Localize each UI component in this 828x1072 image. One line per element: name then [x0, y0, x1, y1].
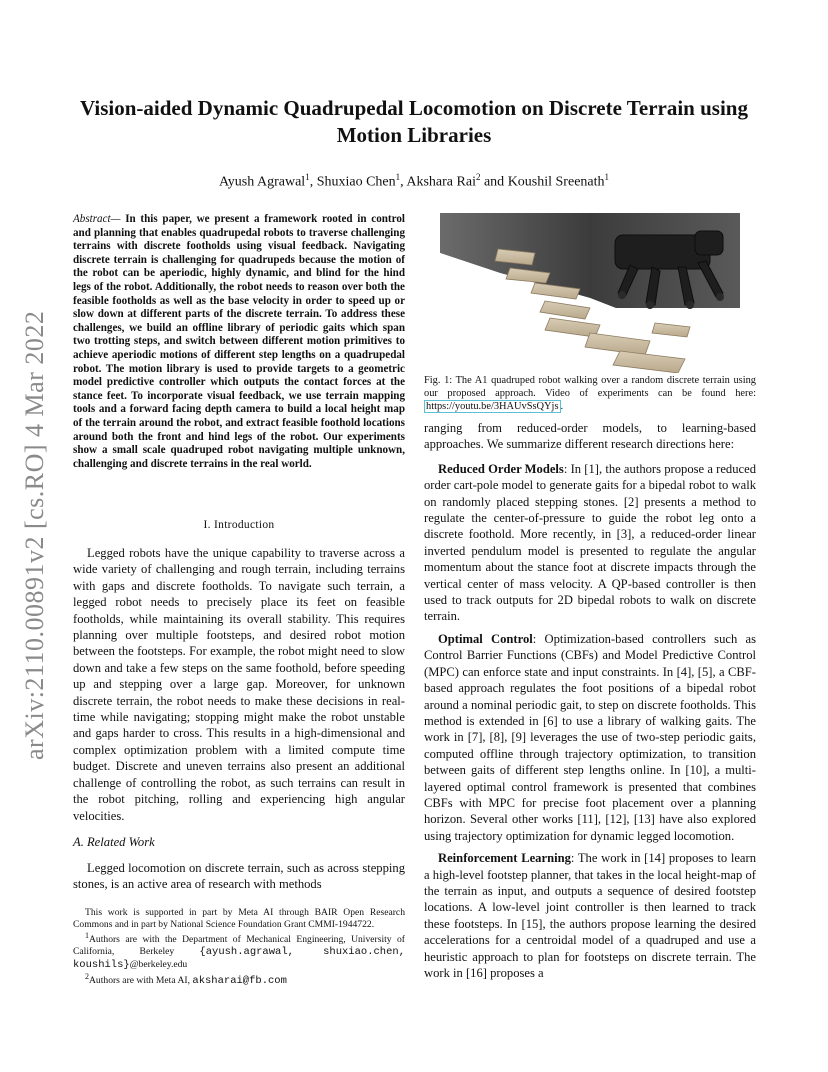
paragraph-optimal-control: Optimal Control: Optimization-based controllers such as Control Barrier Functions (CBFs) and Model Predictive Control (MPC) can enforce state and input constraints. In [4], [5], a CBF-based approach regulates the foot positions of a bipedal robot around a nominal periodic gait, to step on discrete footholds. This method is extended in [6] to use a library of walking gaits. The work in [7], [8], [9] leverages the use of two-step periodic gaits, computed offline through trajectory optimization, to transition between gaits of different step lengths online. In [10], a multi-layered optimal control framework is presented that combines CBFs with MPC for precise foot placement over a planning horizon. Several other works [11], [12], [13] have also explored using trajectory optimization for dynamic legged locomotion. [424, 631, 756, 843]
abstract-text: In this paper, we present a framework rooted in control and planning that enables quadrupedal robots to traverse challenging terrains with discrete footholds using visual feedback. Navigating discrete terrain is challenging for quadrupeds because the motion of the robot can be aperiodic, highly dynamic, and blind for the hind legs of the robot. Additionally, the robot needs to reason over both the feasible footholds as well as the base velocity in order to speed up or slow down at different parts of the discrete terrain. To address these challenges, we build an offline library of periodic gaits which span two trotting steps, and switch between different motion primitives to achieve aperiodic motions of different step lengths on a quadrupedal robot. The motion library is used to provide targets to a geometric model predictive controller which outputs the contact forces at the stance feet. To incorporate visual feedback, we use terrain mapping tools and a forward facing depth camera to build a local height map of the terrain around the robot, and extract feasible foothold locations around both the front and hind legs of the robot. Our experiments show a small scale quadruped robot navigating multiple unknown, challenging and discrete terrains in the real world. [73, 213, 405, 470]
video-link[interactable]: https://youtu.be/3HAUvSsQYjs [426, 401, 559, 412]
abstract [73, 213, 405, 471]
funding-footnote: This work is supported in part by Meta AI through BAIR Open Research Commons and in part by National Science Foundation Grant CMMI-1944722. [73, 907, 405, 930]
affiliation-footnote-2: $^2$Authors are with Meta AI, aksharai@fb.com [85, 972, 287, 988]
figure-caption-text: Fig. 1: The A1 quadruped robot walking over a random discrete terrain using our proposed approach. Video of experiments can be found here: [424, 375, 756, 399]
introduction-text: Legged robots have the unique capability to traverse across a wide variety of challenging and rough terrain, including terrains with gaps and discrete footholds. To navigate such terrain, a legged robot needs to precisely place its feet on feasible footholds, while maintaining its overall stability. This requires planning over multiple footsteps, and desired robot motion between the footsteps. For example, the robot might need to slow down and take a few steps on the same foothold, before speeding up and stepping over a large gap. Moreover, for unknown discrete terrain, the robot needs to make these decisions in real-time while navigating; stopping might make the robot unstable and gaps harder to cross. This results in a high-dimensional and complex optimization problem with a limited compute time budget. Discrete and uneven terrains also present an additional challenge of controlling the robot, as such terrains can result in the robot pitching, rolling and experiencing high angular velocities. [73, 546, 405, 823]
author-affiliation: 1 [395, 172, 401, 182]
author-name: Koushil Sreenath [507, 174, 605, 190]
related-work-text: Legged locomotion on discrete terrain, such as across stepping stones, is an active area of research with methods [73, 861, 405, 892]
author-name: Shuxiao Chen [316, 174, 396, 190]
author-emails: {ayush.agrawal, shuxiao.chen, koushils} [73, 945, 406, 971]
paragraph-heading: Optimal Control [438, 631, 533, 646]
figure-caption: Fig. 1: The A1 quadruped robot walking over a random discrete terrain using our proposed approach. Video of experiments can be found here: https://youtu.be/3HAUvSsQYjs . [424, 375, 756, 412]
paragraph-reinforcement-learning: Reinforcement Learning: The work in [14] proposes to learn a high-level footstep planner, that takes in the local height-map of the terrain as input, and outputs a sequence of desired footstep locations. A low-level joint controller is then learned to track these footsteps. In [15], the authors propose learning the desired accelerations for a centroidal model of a quadruped and use a heuristic approach to plan for footsteps on discrete terrain. The work in [16] proposes a [424, 851, 756, 980]
paragraph-reduced-order-models: Reduced Order Models: In [1], the authors propose a reduced order cart-pole model to generate gaits for a bipedal robot to walk on randomly placed stepping stones. [2] presents a method to regulate the center-of-pressure to guide the robot leg onto a discrete foothold. More recently, in [3], a reduced-order linear inverted pendulum model is presented to regulate the angular momentum about the stance foot at discrete impacts through the vertical center of mass velocity. A QP-based controller is then used to track outputs for 2D bipedal robots to walk on discrete terrain. [424, 461, 756, 624]
arxiv-identifier: arXiv:2110.00891v2 [cs.RO] 4 Mar 2022 [20, 310, 49, 760]
right-column [424, 420, 756, 987]
paragraph-heading: Reduced Order Models [438, 461, 564, 476]
quadruped-terrain-illustration [440, 213, 740, 373]
related-work-continuation: ranging from reduced-order models, to learning-based approaches. We summarize different research directions here: [424, 421, 756, 452]
meta-email: aksharai@fb.com [192, 975, 287, 988]
related-work-paragraph [73, 860, 405, 893]
author-name: Ayush Agrawal [218, 174, 306, 190]
robot-figure-image [440, 213, 740, 373]
author-affiliation: 1 [604, 172, 610, 182]
affiliation-footnote-1: $^1$Authors are with the Department of Mechanical Engineering, University of California, Berkeley {ayush.agrawal, shuxiao.chen, koushils}@berkeley.edu [73, 931, 406, 971]
section-heading-introduction: I. Introduction [203, 519, 275, 531]
introduction-paragraph [73, 545, 405, 824]
author-affiliation: 2 [475, 172, 481, 182]
abstract-lead: Abstract— [73, 213, 121, 225]
author-name: Akshara Rai [406, 174, 476, 190]
paragraph-heading: Reinforcement Learning [438, 851, 571, 866]
subsection-heading-related-work: A. Related Work [73, 835, 155, 849]
footnotes [73, 907, 405, 988]
paper-title: Vision-aided Dynamic Quadrupedal Locomotion on Discrete Terrain using Motion Libraries [80, 96, 748, 147]
author-affiliation: 1 [305, 172, 310, 182]
author-list: Ayush Agrawal$^1$, Shuxiao Chen$^1$, Akshara Rai$^2$ and Koushil Sreenath$^1$ [218, 172, 610, 190]
